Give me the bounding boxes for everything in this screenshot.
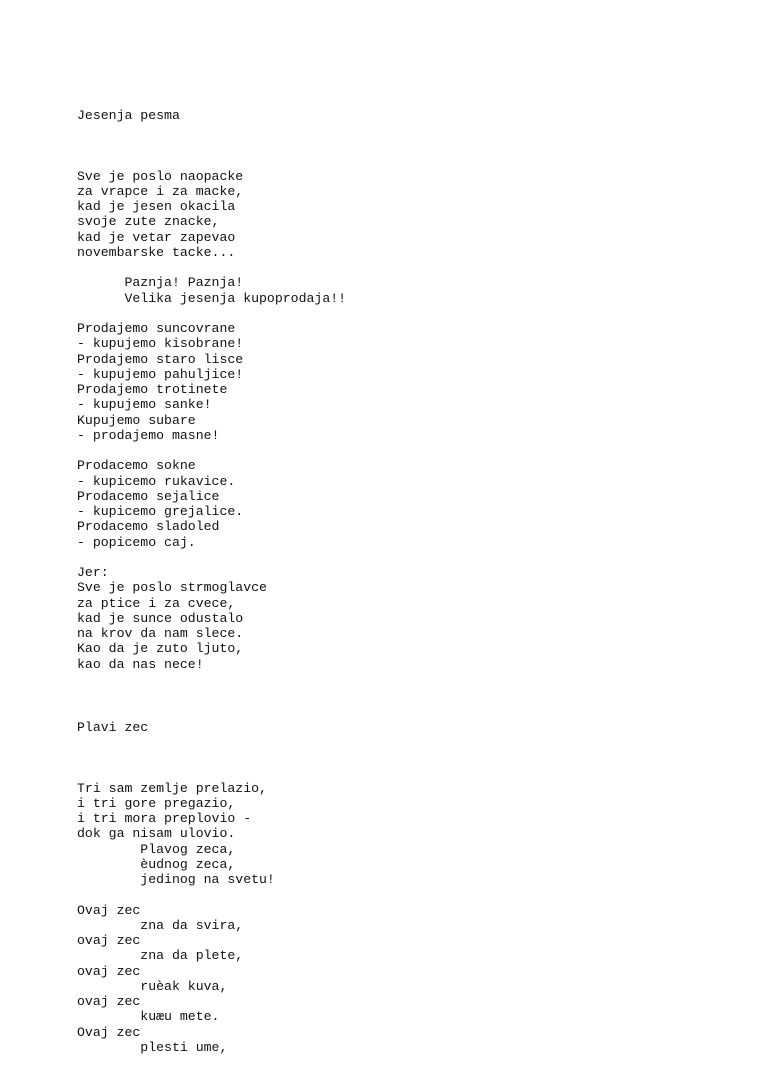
poem-line: èudnog zeca, — [77, 856, 236, 872]
poem-line: kao da nas nece! — [77, 656, 204, 672]
poem-line: kad je sunce odustalo — [77, 610, 244, 626]
poem-line: - kupujemo sanke! — [77, 397, 212, 413]
poem-line: zna da svira, — [77, 917, 244, 933]
poem-line: ovaj zec — [77, 933, 141, 948]
poem-line: ovaj zec — [77, 963, 141, 979]
poem-line: - popicemo caj. — [77, 534, 196, 550]
blank-line — [77, 550, 346, 565]
poem-line: Prodacemo sejalice — [77, 488, 220, 504]
poem-line: jedinog na svetu! — [77, 872, 275, 887]
poem-line: novembarske tacke... — [77, 244, 236, 260]
poem-line: Sve je poslo strmoglavce — [77, 580, 267, 596]
poem-line: Ovaj zec — [77, 902, 141, 918]
poem-line: - kupujemo kisobrane! — [77, 336, 244, 352]
blank-line — [77, 306, 346, 321]
poem-line: Prodajemo suncovrane — [77, 321, 236, 336]
poem-line: za ptice i za cvece, — [77, 595, 236, 611]
poem-body — [77, 765, 275, 1055]
poem-body — [77, 153, 346, 672]
poem-line: Jer: — [77, 565, 109, 580]
poem-line: kad je jesen okacila — [77, 199, 236, 214]
poem-line: kuæu mete. — [77, 1009, 220, 1025]
poem-line: svoje zute znacke, — [77, 214, 220, 230]
poem-line: Kao da je zuto ljuto, — [77, 641, 244, 657]
poem-line: Prodajemo trotinete — [77, 382, 228, 397]
blank-line — [77, 260, 346, 275]
poem-line: Prodacemo sokne — [77, 458, 196, 474]
poem-line: Paznja! Paznja! — [77, 275, 244, 291]
poem-line: Tri sam zemlje prelazio, — [77, 780, 267, 796]
poem-line: dok ga nisam ulovio. — [77, 826, 236, 842]
blank-line — [77, 153, 346, 168]
poem-title: Jesenja pesma — [77, 107, 180, 123]
poem-line: Prodacemo sladoled — [77, 519, 220, 535]
blank-line — [77, 443, 346, 458]
poem-title: Plavi zec — [77, 719, 149, 735]
poem-line: za vrapce i za macke, — [77, 183, 244, 199]
poem-line: Kupujemo subare — [77, 412, 196, 428]
poem-line: - kupicemo grejalice. — [77, 504, 244, 519]
poem-line: ovaj zec — [77, 994, 141, 1009]
poem-line: Velika jesenja kupoprodaja!! — [77, 290, 347, 306]
poem-line: - kupicemo rukavice. — [77, 473, 236, 489]
poem-line: i tri gore pregazio, — [77, 795, 236, 811]
poem-line: Prodajemo staro lisce — [77, 351, 244, 367]
poem-plavi-zec — [77, 689, 275, 1086]
poem-line: i tri mora preplovio - — [77, 811, 252, 826]
poem-line: - prodajemo masne! — [77, 427, 220, 443]
poem-line: kad je vetar zapevao — [77, 229, 236, 245]
poem-line: Sve je poslo naopacke — [77, 168, 244, 184]
poem-jesenja-pesma — [77, 77, 346, 702]
poem-line: - kupujemo pahuljice! — [77, 366, 244, 382]
poem-line: zna da plete, — [77, 948, 244, 964]
blank-line — [77, 765, 275, 780]
poem-line: ruèak kuva, — [77, 978, 228, 994]
poem-line: Ovaj zec — [77, 1024, 141, 1040]
poem-line: na krov da nam slece. — [77, 626, 244, 641]
poem-line: Plavog zeca, — [77, 841, 236, 857]
blank-line — [77, 887, 275, 902]
poem-line: plesti ume, — [77, 1039, 228, 1055]
